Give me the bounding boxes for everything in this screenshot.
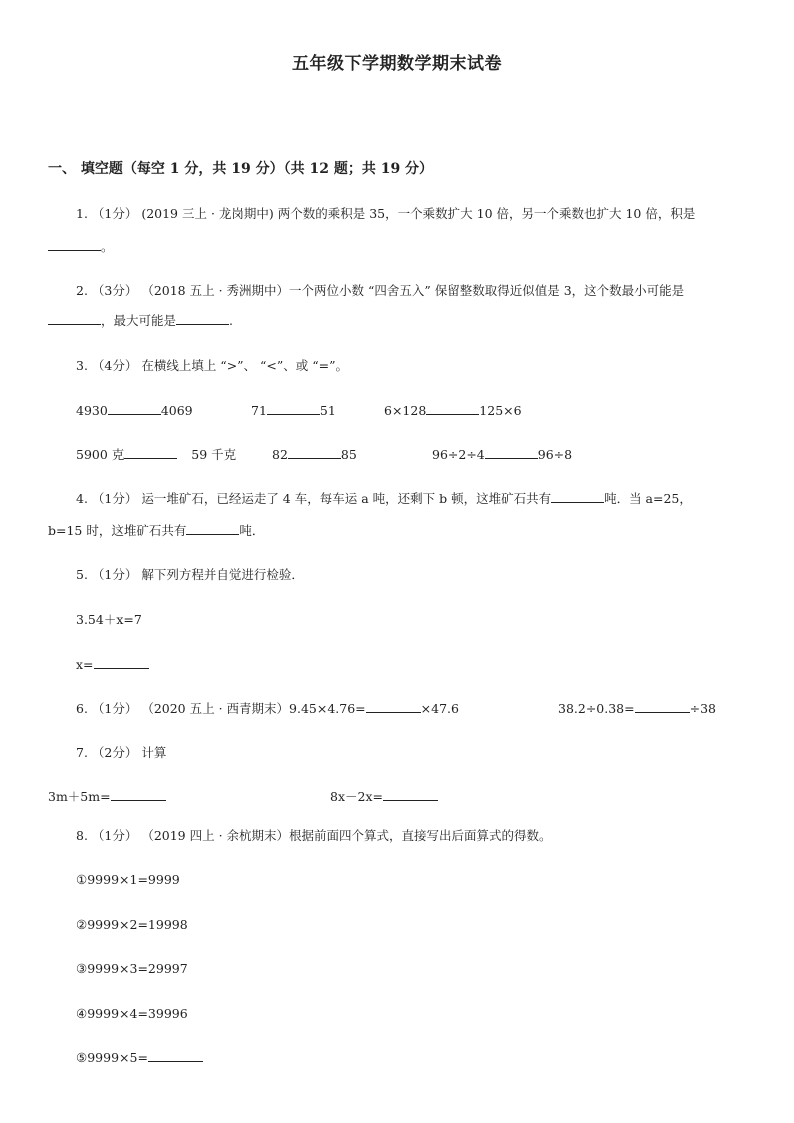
answer-blank[interactable] (383, 788, 438, 801)
question-7-expr-2 (330, 788, 438, 806)
compare-item (76, 446, 236, 464)
compare-item (384, 402, 522, 420)
list-item (76, 1049, 203, 1067)
compare-item (251, 402, 336, 420)
answer-prefix: x= (76, 657, 94, 672)
answer-blank[interactable] (108, 402, 161, 415)
compare-left: 4930 (76, 403, 108, 418)
answer-blank[interactable] (148, 1049, 203, 1062)
expression: 3m＋5m= (48, 789, 111, 804)
question-3-stem: 3. （4分） 在横线上填上 “>”、 “<”、或 “=”。 (76, 358, 349, 373)
question-4-text: b=15 时，这堆矿石共有 (48, 523, 187, 538)
answer-blank[interactable] (48, 238, 101, 251)
question-7-stem: 7. （2分） 计算 (76, 745, 167, 760)
question-4-text: 吨． (239, 523, 265, 538)
compare-right: 59 千克 (191, 447, 237, 462)
compare-right: 85 (340, 447, 357, 462)
question-2-end: . (229, 313, 233, 328)
question-4-text: 4. （1分） 运一堆矿石，已经运走了 4 车，每车运 a 吨，还剩下 b 顿，这堆矿石共有 (76, 491, 552, 506)
compare-left: 6×128 (384, 403, 427, 418)
question-4-text: 吨．当 a=25， (604, 491, 692, 506)
question-6-text: 6. （1分） （2020 五上 · 西青期末）9.45×4.76= (76, 701, 366, 716)
list-item: ③9999×3=29997 (76, 961, 188, 976)
compare-left: 96÷2÷4 (432, 447, 485, 462)
answer-blank[interactable] (48, 312, 101, 325)
question-2-line-2 (48, 312, 233, 330)
compare-right: 96÷8 (537, 447, 573, 462)
list-item-text: ⑤9999×5= (76, 1050, 148, 1065)
question-1-line-1: 1. （1分） (2019 三上 · 龙岗期中) 两个数的乘积是 35，一个乘数扩大 10 倍，另一个乘数也扩大 10 倍，积是 (76, 206, 696, 221)
question-2-mid: ，最大可能是 (101, 313, 177, 328)
question-1-suffix: 。 (101, 239, 114, 254)
compare-right: 51 (319, 403, 336, 418)
answer-blank[interactable] (426, 402, 479, 415)
compare-item (76, 402, 193, 420)
answer-blank[interactable] (111, 788, 166, 801)
list-item: ④9999×4=39996 (76, 1006, 188, 1021)
question-4-line-1 (76, 490, 692, 508)
question-6-part-b (558, 700, 716, 718)
question-6-text: ÷38 (689, 701, 717, 716)
compare-item (432, 446, 572, 464)
answer-blank[interactable] (94, 656, 149, 669)
answer-blank[interactable] (551, 490, 604, 503)
compare-right: 4069 (160, 403, 193, 418)
question-4-line-2 (48, 522, 264, 540)
answer-blank[interactable] (288, 446, 341, 459)
question-1-line-2 (48, 238, 114, 256)
answer-blank[interactable] (186, 522, 239, 535)
answer-blank[interactable] (124, 446, 177, 459)
compare-left: 82 (272, 447, 288, 462)
answer-blank[interactable] (366, 700, 421, 713)
answer-blank[interactable] (267, 402, 320, 415)
question-5-answer (76, 656, 149, 674)
question-5-equation: 3.54＋x=7 (76, 612, 142, 627)
list-item: ①9999×1=9999 (76, 872, 180, 887)
question-6-text: 38.2÷0.38= (558, 701, 635, 716)
compare-right: 125×6 (479, 403, 522, 418)
answer-blank[interactable] (635, 700, 690, 713)
compare-left: 5900 克 (76, 447, 125, 462)
answer-blank[interactable] (176, 312, 229, 325)
compare-left: 71 (251, 403, 267, 418)
page-title: 五年级下学期数学期末试卷 (292, 54, 502, 74)
question-2-line-1: 2. （3分） （2018 五上 · 秀洲期中）一个两位小数 “四舍五入” 保留整数取得近似值是 3，这个数最小可能是 (76, 283, 685, 298)
question-5-stem: 5. （1分） 解下列方程并自觉进行检验． (76, 567, 304, 582)
answer-blank[interactable] (485, 446, 538, 459)
section-heading: 一、 填空题（每空 1 分，共 19 分）（共 12 题；共 19 分） (48, 161, 434, 177)
question-8-stem: 8. （1分） （2019 四上 · 余杭期末）根据前面四个算式，直接写出后面算式的得数。 (76, 828, 552, 843)
compare-item (272, 446, 357, 464)
list-item: ②9999×2=19998 (76, 917, 188, 932)
question-6-part-a (76, 700, 459, 718)
expression: 8x－2x= (330, 789, 383, 804)
question-7-expr-1 (48, 788, 166, 806)
question-6-text: ×47.6 (420, 701, 459, 716)
